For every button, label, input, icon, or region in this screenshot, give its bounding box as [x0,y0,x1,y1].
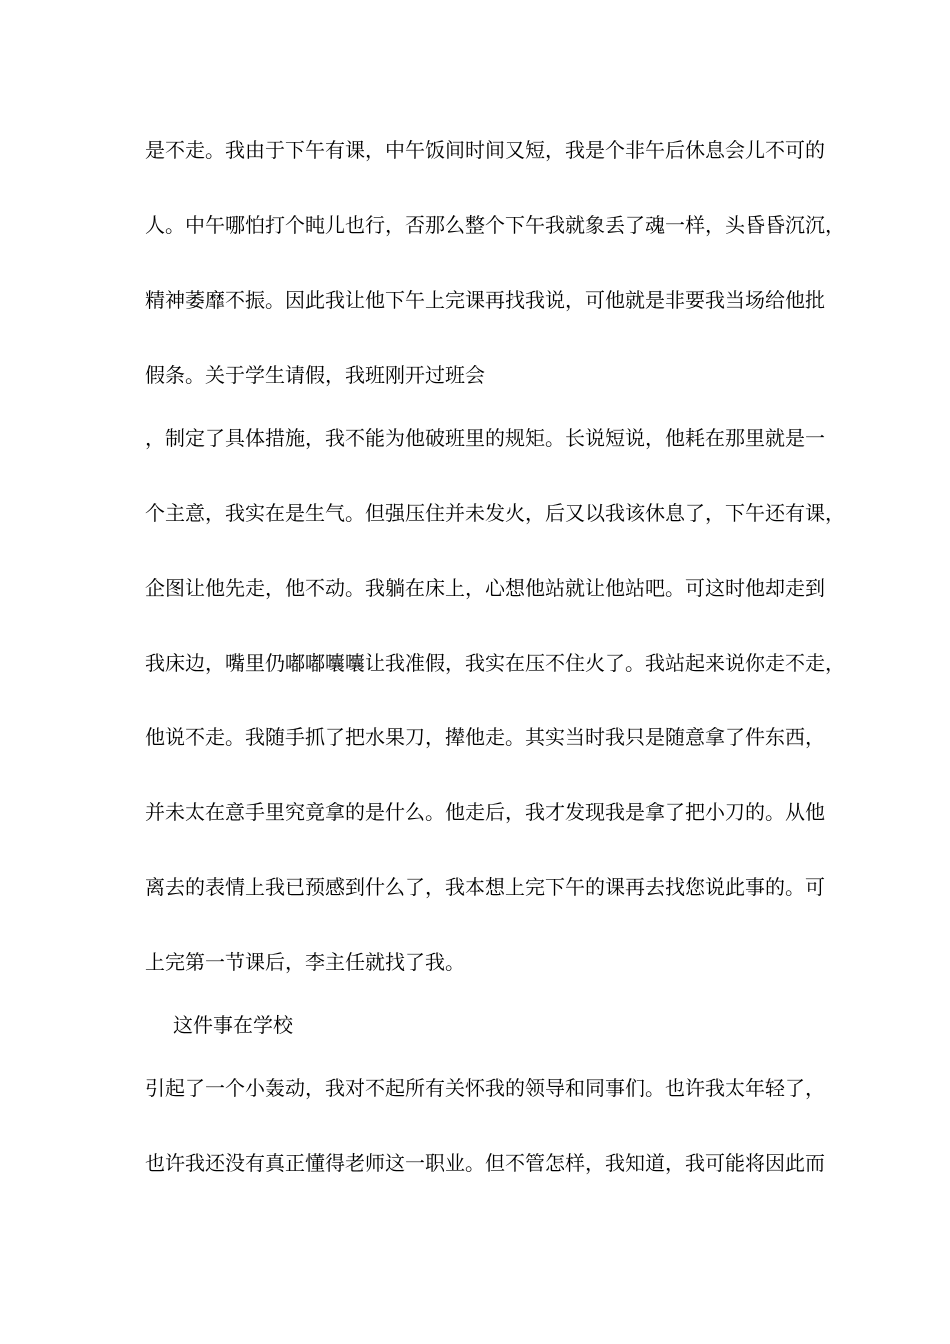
text-line-5: ，制定了具体措施，我不能为他破班里的规矩。长说短说，他耗在那里就是一 [145,426,825,450]
paragraph-start-line: 这件事在学校 [173,1013,293,1037]
text-line-10: 并未太在意手里究竟拿的是什么。他走后，我才发现我是拿了把小刀的。从他 [145,800,825,824]
text-line-2: 人。中午哪怕打个盹儿也行，否那么整个下午我就象丢了魂一样，头昏昏沉沉， [145,213,845,237]
text-line-14: 引起了一个小轰动，我对不起所有关怀我的领导和同事们。也许我太年轻了， [145,1076,825,1100]
text-line-12: 上完第一节课后，李主任就找了我。 [145,950,465,974]
text-line-9: 他说不走。我随手抓了把水果刀，撵他走。其实当时我只是随意拿了件东西， [145,725,825,749]
text-line-4: 假条。关于学生请假，我班刚开过班会 [145,363,485,387]
text-line-8: 我床边，嘴里仍嘟嘟囔囔让我准假，我实在压不住火了。我站起来说你走不走， [145,651,845,675]
text-line-3: 精神萎靡不振。因此我让他下午上完课再找我说，可他就是非要我当场给他批 [145,288,825,312]
text-line-11: 离去的表情上我已预感到什么了，我本想上完下午的课再去找您说此事的。可 [145,875,825,899]
text-line-7: 企图让他先走，他不动。我躺在床上，心想他站就让他站吧。可这时他却走到 [145,576,825,600]
text-line-15: 也许我还没有真正懂得老师这一职业。但不管怎样，我知道，我可能将因此而 [145,1151,825,1175]
text-line-6: 个主意，我实在是生气。但强压住并未发火，后又以我该休息了，下午还有课， [145,501,845,525]
text-line-1: 是不走。我由于下午有课，中午饭间时间又短，我是个非午后休息会儿不可的 [145,138,825,162]
